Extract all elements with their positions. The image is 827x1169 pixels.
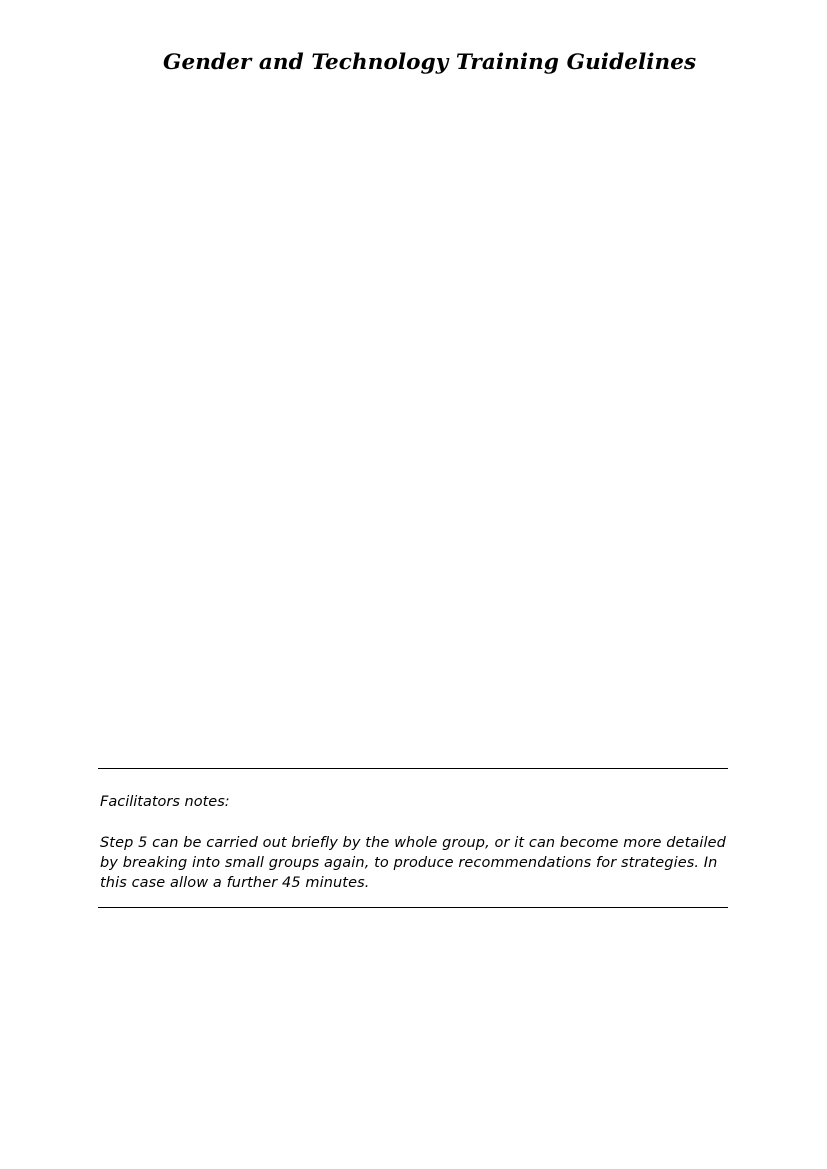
notes-heading: Facilitators notes: bbox=[100, 794, 230, 810]
notes-bottom-divider bbox=[98, 907, 728, 908]
notes-content bbox=[98, 769, 728, 907]
facilitators-notes-block bbox=[98, 768, 728, 908]
page-title: Gender and Technology Training Guidelines bbox=[163, 50, 697, 75]
notes-body-text: Step 5 can be carried out briefly by the whole group, or it can become more detailed by breaking into small groups again, to produce recommendations for strategies. In this case allow a further 45 minutes. bbox=[100, 835, 726, 892]
